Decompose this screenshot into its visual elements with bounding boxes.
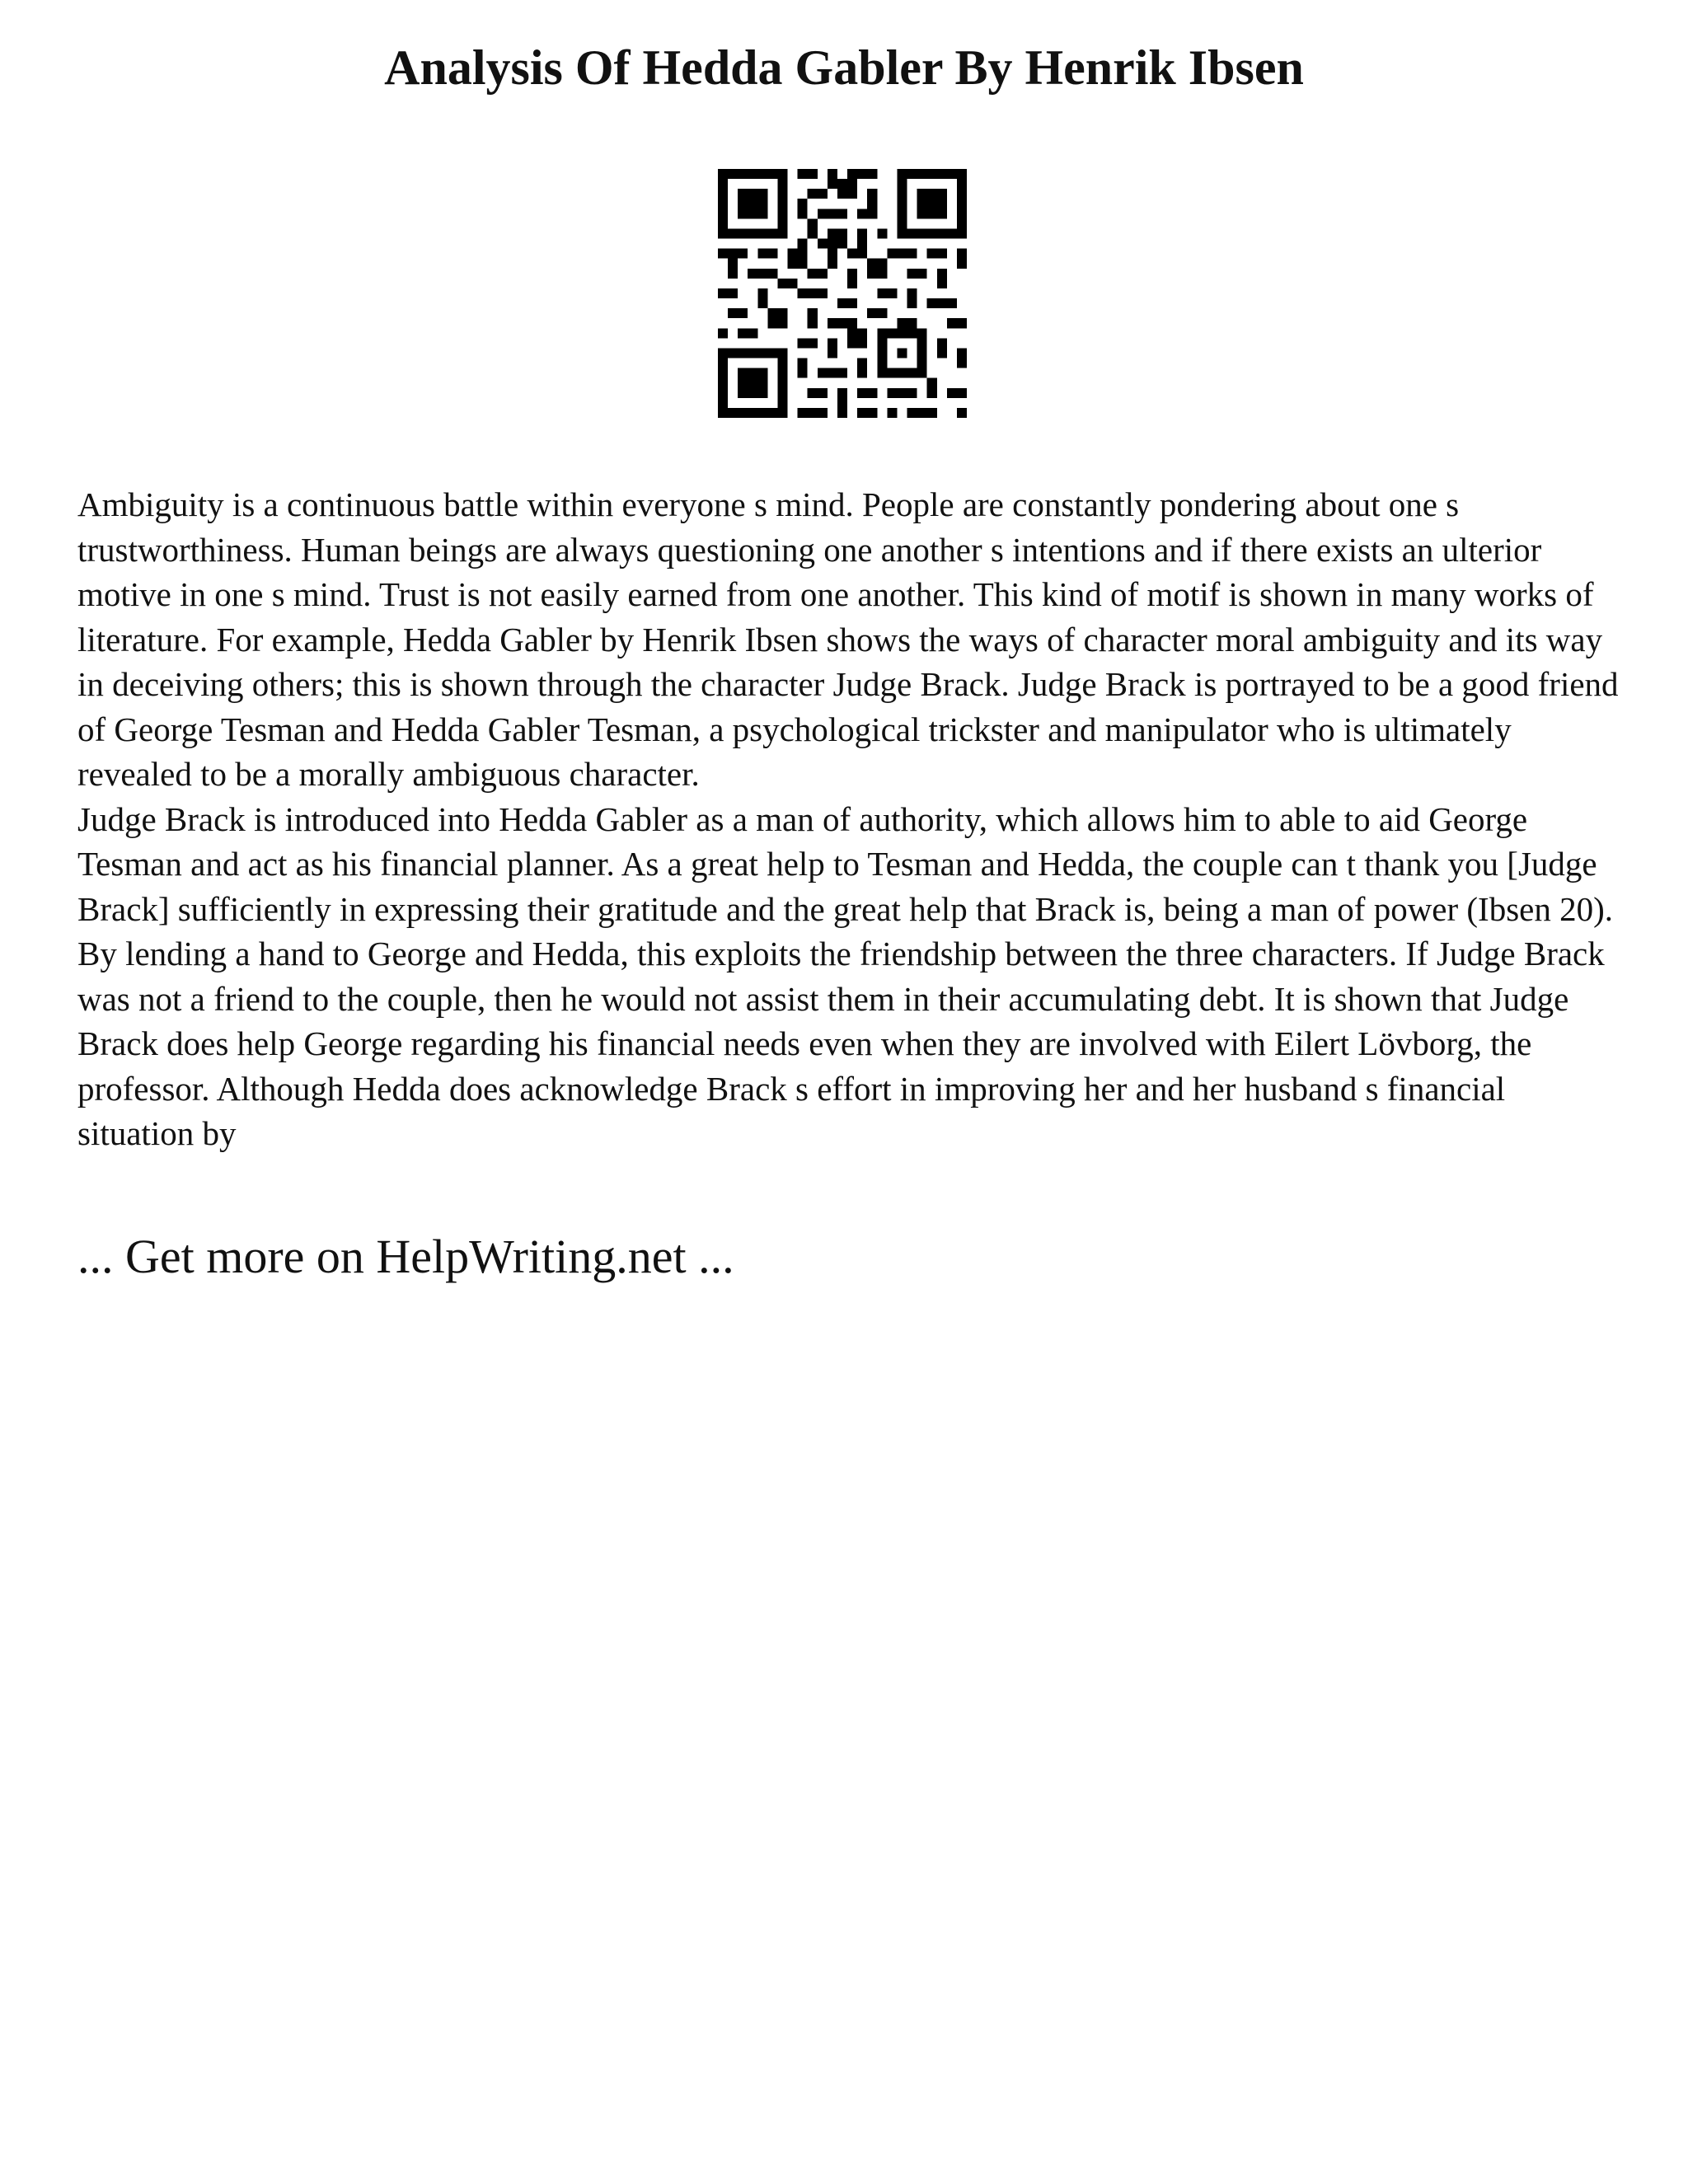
essay-body <box>77 482 1627 1156</box>
essay-paragraph-2: Judge Brack is introduced into Hedda Gabler as a man of authority, which allows him to able to aid George Tesman and act as his financial planner. As a great help to Tesman and Hedda, the couple can t thank you [Judge Brack] sufficiently in expressing their gratitude and the great help that Brack is, being a man of power (Ibsen 20). By lending a hand to George and Hedda, this exploits the friendship between the three characters. If Judge Brack was not a friend to the couple, then he would not assist them in their accumulating debt. It is shown that Judge Brack does help George regarding his financial needs even when they are involved with Eilert Lövborg, the professor. Although Hedda does acknowledge Brack s effort in improving her and her husband s financial situation by <box>77 799 1614 1152</box>
essay-paragraph-1: Ambiguity is a continuous battle within everyone s mind. People are constantly pondering about one s trustworthiness. Human beings are always questioning one another s intentions and if there exists an ulterior motive in one s mind. Trust is not easily earned from one another. This kind of motif is shown in many works of literature. For example, Hedda Gabler by Henrik Ibsen shows the ways of character moral ambiguity and its way in deceiving others; this is shown through the character Judge Brack. Judge Brack is portrayed to be a good friend of George Tesman and Hedda Gabler Tesman, a psychological trickster and manipulator who is ultimately revealed to be a morally ambiguous character. <box>77 485 1619 793</box>
qr-code-graphic <box>718 169 967 418</box>
page-title: Analysis Of Hedda Gabler By Henrik Ibsen <box>384 40 1304 95</box>
get-more-link[interactable]: ... Get more on HelpWriting.net ... <box>77 1230 734 1283</box>
qr-code-icon <box>718 169 967 418</box>
